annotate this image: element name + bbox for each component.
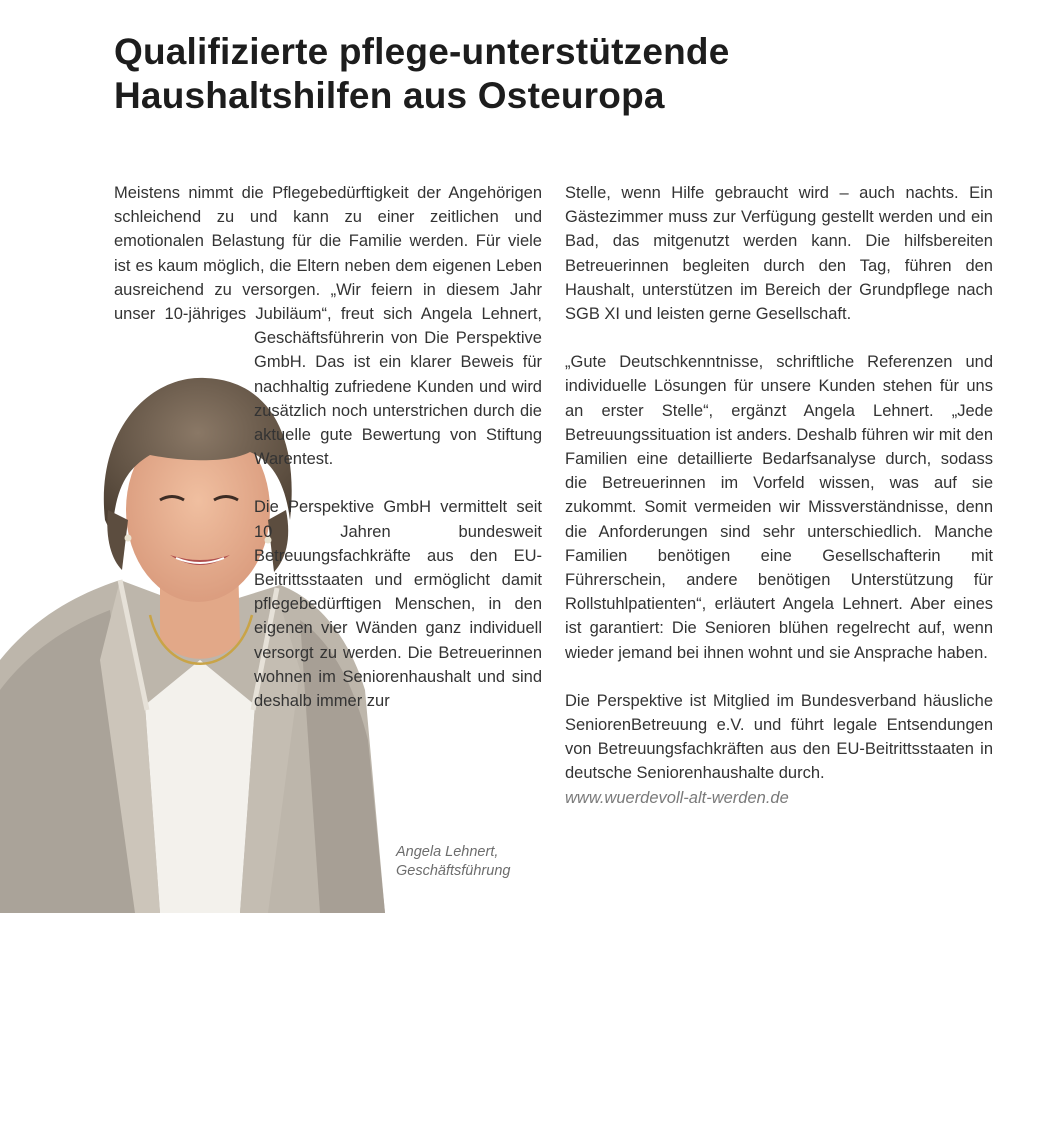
right-paragraph-2: „Gute Deutschkenntnisse, schriftliche Referenzen und individuelle Lösungen für unsere Kunden stehen für uns an erster Stelle“, ergänzt Angela Lehnert. „Jede Betreuungssituation ist anders. Deshalb führen wir mit den Familien eine detaillierte Bedarfsanalyse durch, sodass die Betreuerinnen im Vorfeld wissen, was auf sie zukommt. Somit vermeiden wir Missverständnisse, denn die Anforderungen sind sehr unterschiedlich. Manche Familien benötigen eine Gesellschafterin mit Führerschein, andere benötigen Unterstützung für Rollstuhlpatienten“, erläutert Angela Lehnert. Aber eines ist garantiert: Die Senioren blühen regelrecht auf, wenn wieder jemand bei ihnen wohnt und sie Ansprache haben. xyxy=(565,353,993,662)
title-line-1: Qualifizierte pflege-unterstützende xyxy=(114,31,730,72)
left-column xyxy=(114,181,542,1131)
right-paragraph-1: Stelle, wenn Hilfe gebraucht wird – auch nachts. Ein Gästezimmer muss zur Verfügung gestellt werden und ein Bad, das mitgenutzt werden kann. Die hilfsbereiten Betreuerinnen begleiten durch den Tag, führen den Haushalt, unterstützen im Bereich der Grundpflege nach SGB XI und leisten gerne Gesellschaft. xyxy=(565,184,993,324)
left-paragraph-1: Meistens nimmt die Pflegebedürftigkeit der Angehörigen schleichend zu und kann zu einer zeitlichen und emotionalen Belastung für die Familie werden. Für viele ist es kaum möglich, die Eltern neben dem eigenen Leben ausreichend zu versorgen. „Wir feiern in diesem Jahr unser 10-jähriges Jubiläum“, freut sich Angela Lehnert, Geschäftsführerin von Die Perspektive GmbH. Das ist ein klarer Beweis für nachhaltig zufriedene Kunden und wird zusätzlich noch unterstrichen durch die aktuelle gute Bewertung von Stiftung Warentest. xyxy=(114,184,542,469)
right-column xyxy=(565,181,993,810)
caption-role: Geschäftsführung xyxy=(396,863,511,879)
photo-caption xyxy=(396,843,510,881)
left-paragraph-2: Die Perspektive GmbH vermittelt seit 10 Jahren bundesweit Betreuungsfachkräfte aus den EU-Beitrittsstaaten und ermöglicht damit pflegebedürftigen Menschen, in den eigenen vier Wänden ganz individuell versorgt zu werden. Die Betreuerinnen wohnen im Seniorenhaushalt und sind deshalb immer zur xyxy=(254,498,542,711)
caption-name: Angela Lehnert, xyxy=(396,844,499,860)
right-paragraph-3: Die Perspektive ist Mitglied im Bundesverband häusliche SeniorenBetreuung e.V. und führt legale Entsendungen von Betreuungsfachkräften aus den EU-Beitrittsstaaten in deutsche Seniorenhaushalte durch. xyxy=(565,691,993,783)
title-line-2: Haushaltshilfen aus Osteuropa xyxy=(114,75,665,116)
website-link[interactable]: www.wuerdevoll-alt-werden.de xyxy=(565,788,789,807)
page-title xyxy=(114,30,1014,118)
